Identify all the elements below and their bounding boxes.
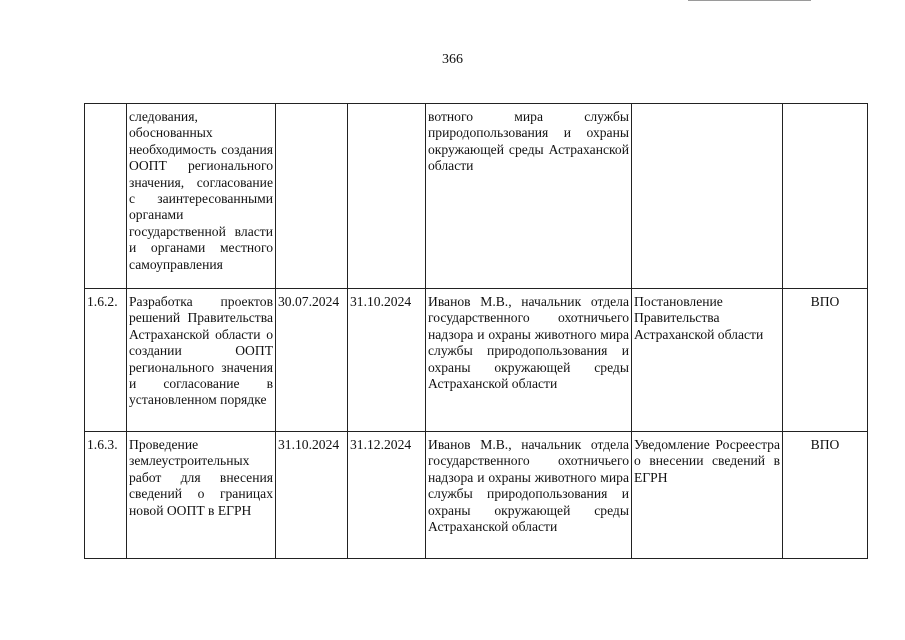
- responsible-person: Иванов М.В., начальник отдела государственного охотничьего надзора и охраны животного мира службы природопользования и охраны окружающей среды Астраханской области: [426, 432, 632, 559]
- item-description: Проведение землеустроительных работ для внесения сведений о границах новой ООПТ в ЕГРН: [127, 432, 276, 559]
- end-date: 31.12.2024: [348, 432, 426, 559]
- start-date: 31.10.2024: [276, 432, 348, 559]
- end-date: [348, 104, 426, 289]
- responsible-person: Иванов М.В., начальник отдела государственного охотничьего надзора и охраны животного мира службы природопользования и охраны окружающей среды Астраханской области: [426, 289, 632, 432]
- end-date: 31.10.2024: [348, 289, 426, 432]
- item-number: [85, 104, 127, 289]
- table-row: [85, 289, 868, 432]
- table-row: [85, 432, 868, 559]
- start-date: 30.07.2024: [276, 289, 348, 432]
- funding-source: [783, 104, 868, 289]
- item-number: 1.6.3.: [85, 432, 127, 559]
- expected-result: [632, 104, 783, 289]
- start-date: [276, 104, 348, 289]
- plan-table: [84, 103, 868, 559]
- responsible-person: вотного мира службы природопользования и охраны окружающей среды Астраханской области: [426, 104, 632, 289]
- page-number: 366: [442, 52, 463, 67]
- item-description: Разработка проектов решений Правительства Астраханской области о создании ООПТ регионального значения и согласование в установленном порядке: [127, 289, 276, 432]
- expected-result: Постановление Правительства Астраханской области: [632, 289, 783, 432]
- table-row: [85, 104, 868, 289]
- scan-artifact-line: [688, 0, 811, 1]
- funding-source: ВПО: [783, 432, 868, 559]
- expected-result: Уведомление Росреестра о внесении сведений в ЕГРН: [632, 432, 783, 559]
- funding-source: ВПО: [783, 289, 868, 432]
- item-number: 1.6.2.: [85, 289, 127, 432]
- item-description: следования, обоснованных необходимость создания ООПТ регионального значения, согласование с заинтересованными органами государственной власти и органами местного самоуправления: [127, 104, 276, 289]
